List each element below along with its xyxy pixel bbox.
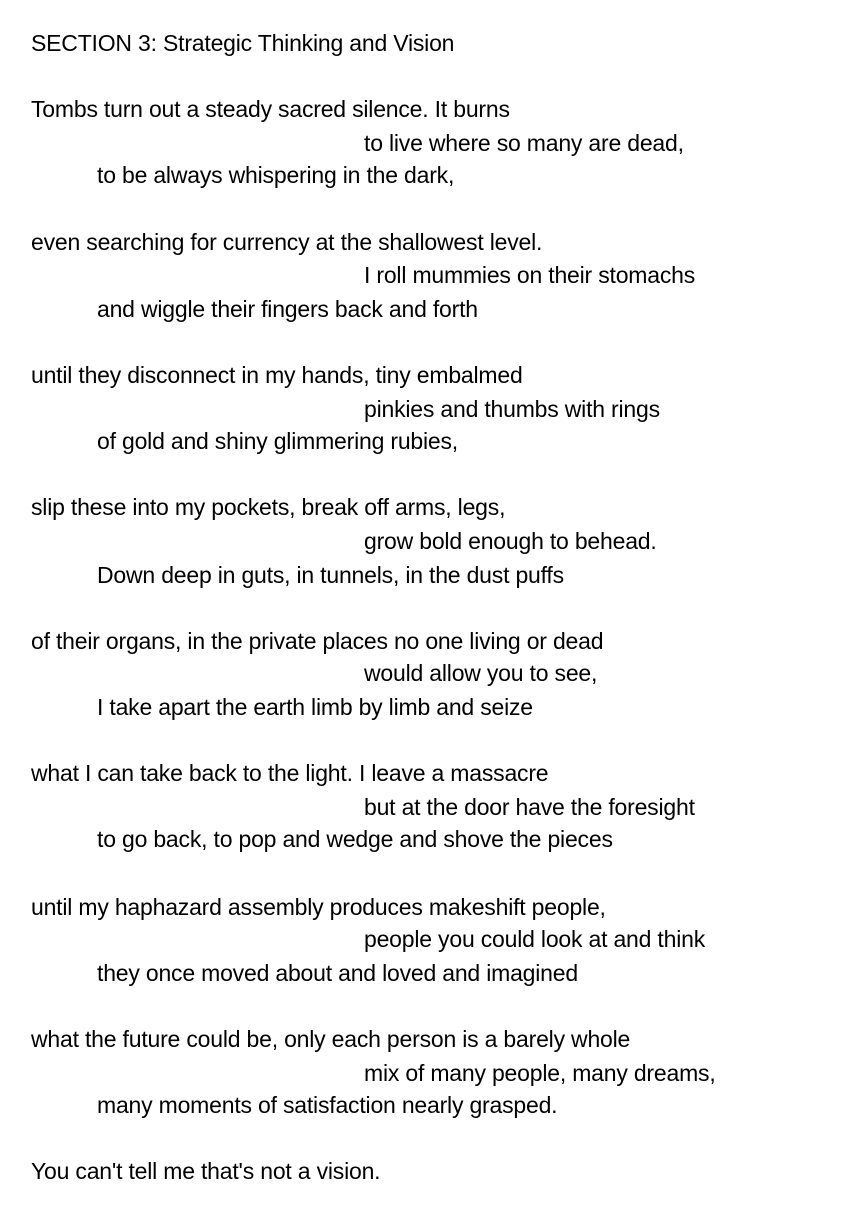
poem-line: grow bold enough to behead. (364, 528, 657, 554)
poem-line: of their organs, in the private places no one living or dead (31, 628, 604, 654)
poem-line: to be always whispering in the dark, (97, 162, 455, 188)
poem-line: to live where so many are dead, (364, 130, 684, 156)
section-heading: SECTION 3: Strategic Thinking and Vision (31, 30, 455, 56)
poem-line: would allow you to see, (364, 660, 598, 686)
poem-line: Tombs turn out a steady sacred silence. It burns (31, 96, 510, 122)
poem-line: slip these into my pockets, break off arms, legs, (31, 494, 506, 520)
poem-line: many moments of satisfaction nearly grasped. (97, 1092, 558, 1118)
poem-line: people you could look at and think (364, 926, 706, 952)
poem-line: until my haphazard assembly produces makeshift people, (31, 894, 606, 920)
closing-line: You can't tell me that's not a vision. (31, 1158, 381, 1184)
poem-line: Down deep in guts, in tunnels, in the dust puffs (97, 562, 564, 588)
poem-line: but at the door have the foresight (364, 794, 695, 820)
poem-line: I take apart the earth limb by limb and seize (97, 694, 533, 720)
poem-line: pinkies and thumbs with rings (364, 396, 660, 422)
poem-line: of gold and shiny glimmering rubies, (97, 428, 458, 454)
poem-line: I roll mummies on their stomachs (364, 262, 696, 288)
poem-line: they once moved about and loved and imagined (97, 960, 578, 986)
poem-line: until they disconnect in my hands, tiny embalmed (31, 362, 523, 388)
poem-line: what I can take back to the light. I leave a massacre (31, 760, 549, 786)
poem-line: what the future could be, only each person is a barely whole (31, 1026, 631, 1052)
poem-line: even searching for currency at the shallowest level. (31, 229, 543, 255)
poem-line: and wiggle their fingers back and forth (97, 296, 478, 322)
poem-line: to go back, to pop and wedge and shove the pieces (97, 826, 613, 852)
poem-line: mix of many people, many dreams, (364, 1060, 716, 1086)
